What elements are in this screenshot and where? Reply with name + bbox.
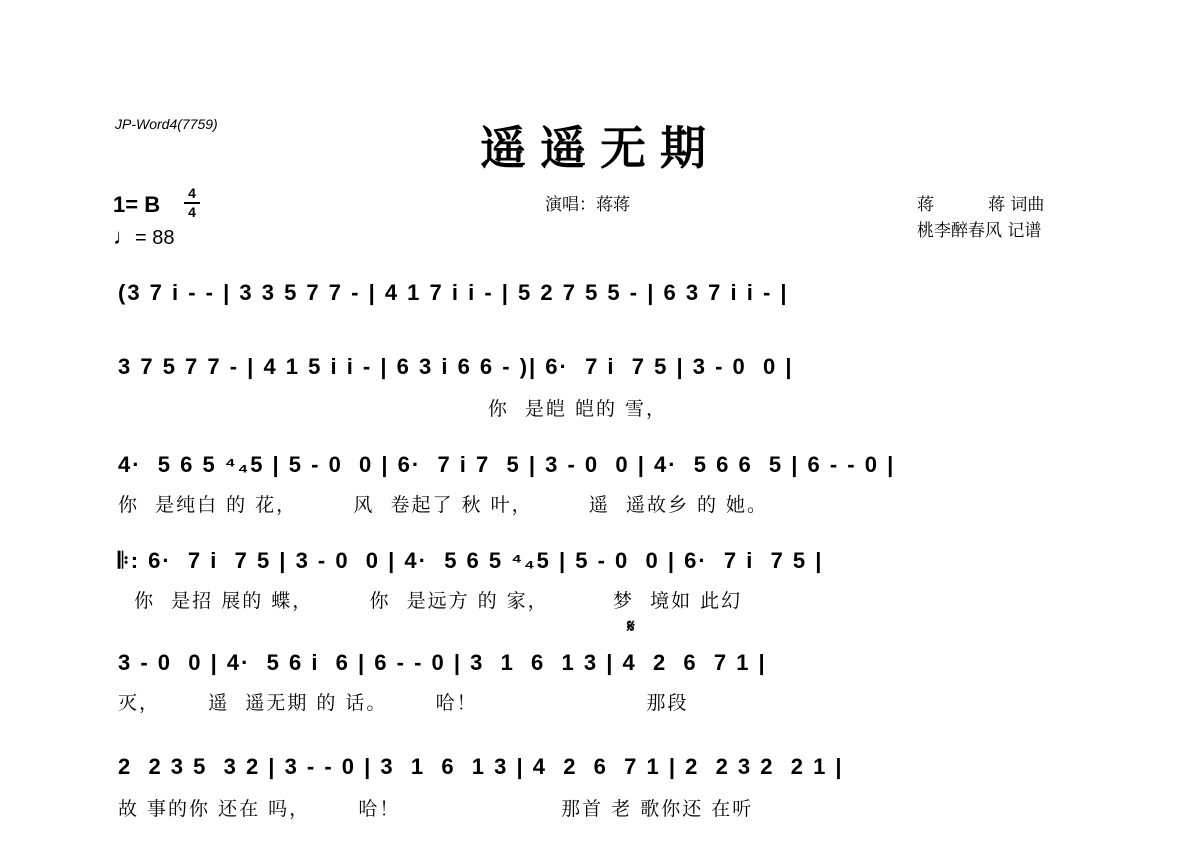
time-sig-top: 4	[188, 185, 196, 201]
singer-credit: 演唱：蒋蒋	[545, 195, 630, 215]
tempo-mark	[113, 224, 174, 250]
segno-icon: 𝄋	[627, 616, 635, 637]
notation: 3 - 0 0 | 4· 5 6 i 6 | 6 - - 0 | 3 1 6 1 3 | 4 2 6 7 1 |	[118, 650, 767, 675]
lyrics: 你 是纯白 的 花， 风 卷起了 秋 叶， 遥 遥故乡 的 她。	[118, 494, 769, 516]
key-signature: 1= B	[113, 192, 161, 217]
staff-line-2	[0, 354, 1200, 420]
tempo-value: = 88	[135, 227, 175, 249]
staff-line-1	[0, 280, 1200, 320]
notation: (3 7 i - - | 3 3 5 7 7 - | 4 1 7 i i - | 5 2 7 5 5 - | 6 3 7 i i - |	[118, 280, 789, 305]
credit-name-a: 蒋	[917, 195, 934, 215]
quarter-note-icon: ♩	[113, 224, 135, 249]
page-title: 遥遥无期	[480, 121, 720, 175]
lyrics: 你 是招 展的 蝶， 你 是远方 的 家， 梦 境如 此幻	[118, 590, 743, 612]
notation: 4· 5 6 5 ⁴₄5 | 5 - 0 0 | 6· 7 i 7 5 | 3 - 0 0 | 4· 5 6 6 5 | 6 - - 0 |	[118, 452, 896, 477]
lyrics: 故 事的你 还在 吗， 哈！ 那首 老 歌你还 在听	[118, 798, 754, 820]
notation: 2 2 3 5 3 2 | 3 - - 0 | 3 1 6 1 3 | 4 2 6 7 1 | 2 2 3 2 2 1 |	[118, 754, 844, 779]
staff-line-4	[0, 548, 1200, 612]
credit-name-b: 蒋 词曲	[988, 195, 1045, 215]
notation: 𝄆: 6· 7 i 7 5 | 3 - 0 0 | 4· 5 6 5 ⁴₄5 | 5 - 0 0 | 6· 7 i 7 5 |	[118, 548, 824, 573]
staff-line-5	[0, 650, 1200, 714]
source-label: JP-Word4(7759)	[115, 116, 218, 132]
notation: 3 7 5 7 7 - | 4 1 5 i i - | 6 3 i 6 6 - )| 6· 7 i 7 5 | 3 - 0 0 |	[118, 354, 794, 379]
staff-line-6	[0, 754, 1200, 820]
transcriber-credit: 桃李醉春风 记谱	[917, 221, 1042, 241]
lyrics: 你 是皑 皑的 雪，	[118, 398, 667, 420]
lyricist-credit	[917, 190, 1044, 215]
time-sig-bottom: 4	[188, 204, 196, 220]
lyrics: 灭， 遥 遥无期 的 话。 哈！ 那段	[118, 692, 689, 714]
staff-line-3	[0, 452, 1200, 516]
time-signature	[184, 186, 200, 220]
